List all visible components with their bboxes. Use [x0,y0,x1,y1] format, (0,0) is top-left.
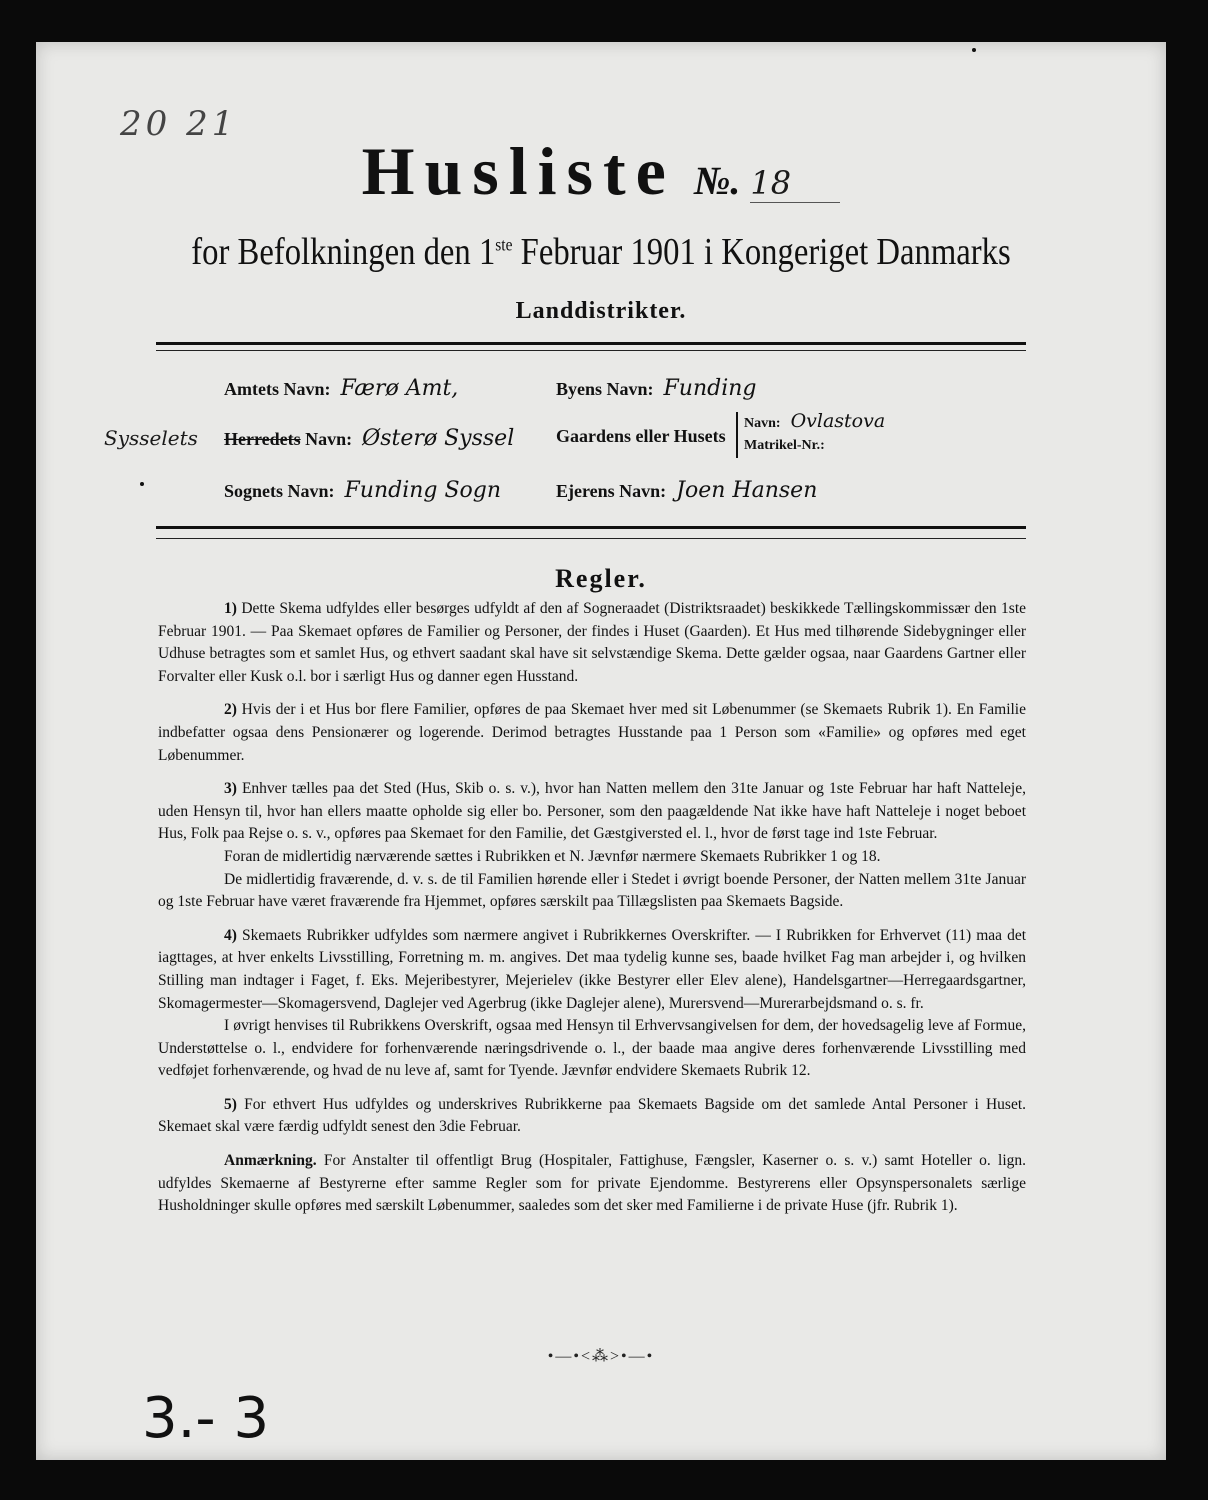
ornament-divider: •—•<⁂>•—• [547,1348,655,1365]
bottom-rule [156,526,1026,529]
rule-num: 2) [224,701,237,719]
rule-num: 4) [224,926,237,944]
ink-dot [972,48,976,52]
ejer-field [556,478,817,503]
amt-label: Amtets Navn: [224,379,331,399]
herred-label: Navn: [305,429,353,449]
note [158,1150,1026,1218]
ejer-label: Ejerens Navn: [556,481,667,501]
note-label: Anmærkning. [224,1152,317,1170]
bottom-number: 3.- 3 [142,1386,270,1451]
by-field [556,376,757,401]
note-text: For Anstalter til offentligt Brug (Hospitaler, Fattighuse, Fængsler, Kaserner o. s. v.) samt Hoteller o. lign. udfyldes Skemaerne af Bestyrerne efter samme Regler som for private Ejendomme. Bestyrerens eller Opsynspersonalets særlige Husholdninger skulle opføres med særskilt Løbenummer, saaledes som det sker med Familierne i de private Huse (jfr. Rubrik 1). [158,1152,1027,1215]
form-subtitle [115,230,1087,274]
district-type: Landdistrikter. [515,298,687,324]
rule-text: For ethvert Hus udfyldes og underskrives Rubrikkerne paa Skemaets Bagside om det samlede Antal Personer i Huset. Skemaet skal være færdig udfyldt senest den 3die Februar. [158,1095,1027,1136]
amt-field [224,376,458,401]
number-label: №. [693,158,741,203]
bottom-rule-thin [156,538,1026,539]
subtitle-pre: for Befolkningen den 1 [191,231,496,273]
herred-margin-note: Sysselets [104,426,198,450]
rule-3-cont-b [158,869,1026,914]
ink-dot [140,482,144,486]
sogn-value: Funding Sogn [344,478,502,503]
form-title: Husliste [361,133,676,209]
rule-3 [158,778,1026,846]
by-value: Funding [663,376,757,401]
gaard-navn-field [744,410,885,432]
top-rule [156,342,1026,345]
rule-2 [158,699,1026,767]
rule-text: Foran de midlertidig nærværende sættes i Rubrikken et N. Jævnfør nærmere Skemaets Rubrikker 1 og 18. [224,847,881,865]
title-row [36,132,1166,211]
rule-text: Enhver tælles paa det Sted (Hus, Skib o. s. v.), hvor han Natten mellem den 31te Januar og 1ste Februar har haft Natteleje, uden Hensyn til, hvor han ellers maatte opholde sig eller bo. Personer, som den paagældende Nat ikke have haft Natteleje i noget beboet Hus, Folk paa Rejse o. s. v., opføres paa Skemaet for den Familie, det Gæstgiversted el. l., hvor de først tage ind 1ste Februar. [158,780,1026,843]
rule-4-cont [158,1015,1026,1083]
matrikel-label: Matrikel-Nr.: [744,438,825,453]
rule-num: 5) [224,1095,237,1113]
rule-text: De midlertidig fraværende, d. v. s. de til Familien hørende eller i Stedet i øvrigt boende Personer, der Natten mellem 31te Januar og 1ste Februar have været fraværende fra Hjemmet, opføres særskilt paa Tillægslisten paa Skemaets Bagside. [158,870,1026,911]
subtitle-sup: ste [495,234,513,255]
rule-text: Dette Skema udfyldes eller besørges udfyldt af den af Sogneraadet (Distriktsraadet) beskikkede Tællingskommissær den 1ste Februar 1901. — Paa Skemaet opføres de Familier og Personer, der findes i Huset (Gaarden). Et Hus med tilhørende Sidebygninger eller Udhuse betragtes som et samlet Hus, og ethvert saadant skal have sit selvstændige Skema. Dette gælder ogsaa, naar Gaardens Gartner eller Forvalter eller Kusk o.l. bor i særligt Hus og danner egen Husstand. [158,600,1026,685]
gaard-bracket [736,412,738,458]
herred-label-struck: Herredets [224,429,301,449]
gaard-label: Gaardens eller Husets [556,426,726,446]
regler-heading: Regler. [555,564,647,593]
gaard-navn-value: Ovlastova [790,410,886,432]
sogn-label: Sognets Navn: [224,481,335,501]
sogn-field [224,478,501,503]
rule-num: 3) [224,780,237,798]
top-rule-thin [156,350,1026,351]
rule-num: 1) [224,600,237,617]
rule-text: Hvis der i et Hus bor flere Familier, opføres de paa Skemaet hver med sit Løbenummer (se Skemaets Rubrik 1). En Familie indbefatter ogsaa dens Pensionærer og logerende. Derimod betragtes Husstande paa 1 Person som «Familie» og opføres med eget Løbenummer. [158,701,1026,764]
rule-text: I øvrigt henvises til Rubrikkens Overskrift, ogsaa med Hensyn til Erhvervsangivelsen for dem, der hovedsagelig leve af Formue, Understøttelse o. l., endvidere for forhenværende næringsdrivende o. l., der baade maa angive deres forhenværende Livsstilling med vedføjet forhenværende, og hvad de nu leve af, samt for Tyende. Jævnfør endvidere Skemaets Rubrik 12. [158,1017,1026,1080]
rules-body [158,598,1026,1229]
rule-4 [158,925,1026,1015]
subtitle-post: Februar 1901 i Kongeriget Danmarks [512,231,1011,273]
ejer-value: Joen Hansen [676,478,818,503]
rule-text: Skemaets Rubrikker udfyldes som nærmere angivet i Rubrikkernes Overskrifter. — I Rubrikken for Erhvervet (11) maa det iagttages, at hver enkelts Livsstilling, Forretning m. m. angives. Det maa tydelig kunne ses, baade hvilket Fag man arbejder i, og hvilken Stilling man indtager i Faget, f. Eks. Mejeribestyrer, Mejerielev (ikke Bestyrer eller Elev alene), Handelsgartner—Herregaardsgartner, Skomagermester—Skomagersvend, Daglejer ved Agerbrug (ikke Daglejer alene), Murersvend—Murerarbejdsmand o. s. fr. [158,926,1026,1012]
number-value: 18 [750,164,840,203]
gaard-field [556,426,726,447]
amt-value: Færø Amt, [340,376,459,401]
matrikel-field [744,438,825,454]
gaard-navn-label: Navn: [744,416,781,431]
herred-value: Østerø Syssel [362,426,515,451]
census-form-page [36,42,1166,1460]
by-label: Byens Navn: [556,379,654,399]
corner-number: 20 21 [120,104,238,144]
herred-field [224,426,514,451]
rule-1 [158,598,1026,688]
rule-3-cont-a [158,846,1026,869]
rule-5 [158,1094,1026,1139]
